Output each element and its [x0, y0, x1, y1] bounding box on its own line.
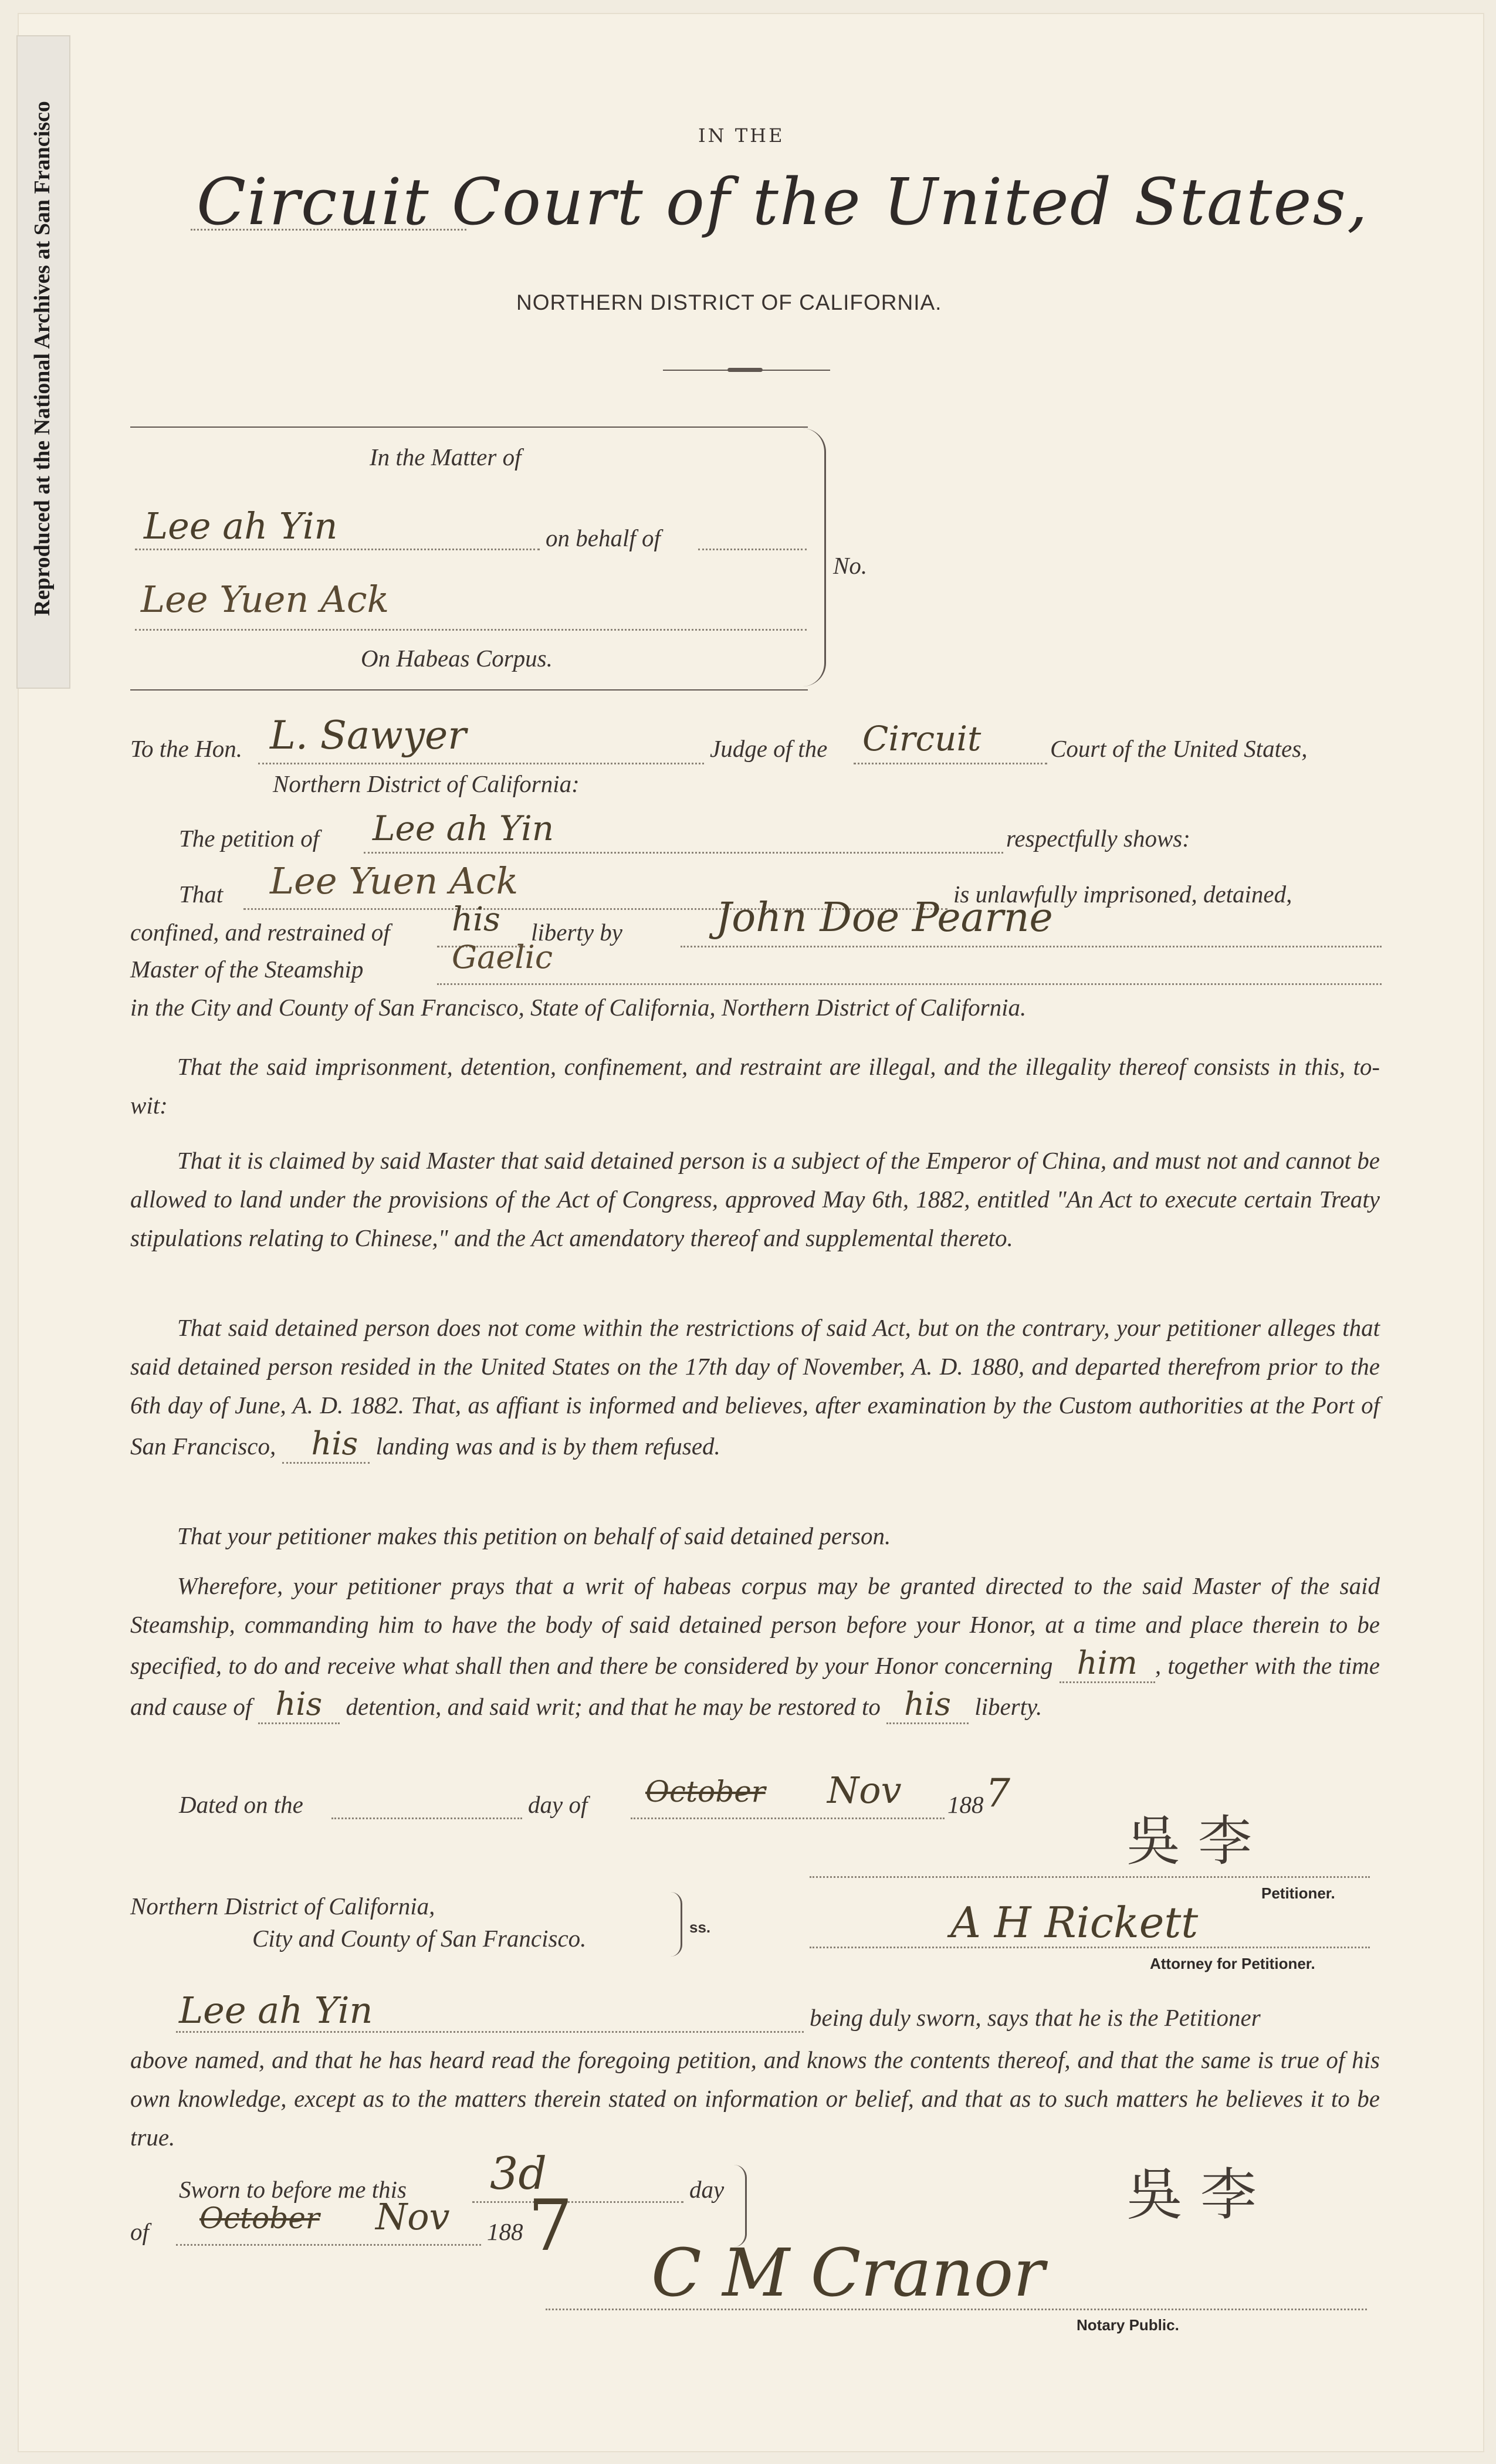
header-in-the: IN THE [698, 124, 785, 147]
sworn-brace [733, 2165, 747, 2247]
his-restraint: his [452, 901, 500, 939]
petition-petitioner-line [364, 852, 1003, 854]
court-title-line [191, 229, 466, 231]
attorney-sign-line [810, 1947, 1370, 1948]
verification-city-county: City and County of San Francisco. [252, 1925, 587, 1952]
court-title: Circuit Court of the United States, [197, 164, 1369, 239]
dated-month-line [631, 1817, 945, 1819]
header-ornament-center [727, 368, 763, 372]
to-the-hon: To the Hon. [130, 735, 242, 762]
court-rest: Court of the United States, [1050, 735, 1308, 762]
sworn-day-line [472, 2201, 683, 2203]
para-restrictions-a: That said detained person does not come within the restrictions of said Act, but on the contrary, your petitioner alleges that said detained person resided in the United States on the 17th day of November, A. D. 1880, and departed therefrom prior to the 6th day of June, A. D. 1882. That, as affiant is informed and believes, after examination by the Custom authorities at the Port of San Francisco, [130, 1314, 1380, 1460]
dated-month: Nov [827, 1769, 902, 1812]
dated-day-line [331, 1817, 522, 1819]
para-restrictions [130, 1308, 1380, 1465]
dated-year-digit: 7 [986, 1771, 1010, 1816]
his-liberty: his [886, 1685, 969, 1724]
master-name: John Doe Pearne [716, 895, 1053, 941]
sworn-month: Nov [375, 2195, 450, 2238]
verification-brace [669, 1892, 682, 1957]
ss-label: ss. [689, 1918, 711, 1936]
on-habeas-corpus: On Habeas Corpus. [361, 645, 553, 672]
the-petition-of: The petition of [179, 825, 320, 852]
liberty-end: liberty. [974, 1693, 1043, 1720]
petitioner-sign-line [810, 1876, 1370, 1878]
master-name-line [681, 946, 1382, 947]
his-detention: his [258, 1685, 340, 1724]
city-county-line: in the City and County of San Francisco, State of California, Northern District of California. [130, 994, 1027, 1021]
archive-stamp-text: Reproduced at the National Archives at San Francisco [30, 101, 55, 616]
judge-name-line [258, 763, 704, 764]
sworn-to: Sworn to before me this [179, 2176, 407, 2203]
master-of-steamship: Master of the Steamship [130, 956, 364, 983]
petition-detainee: Lee Yuen Ack [270, 859, 519, 902]
matter-box-top [130, 427, 808, 428]
judge-name: L. Sawyer [270, 713, 466, 758]
day-label: day [689, 2176, 725, 2203]
of-label: of [130, 2218, 149, 2245]
affiant-line [176, 2031, 804, 2033]
judge-of-the: Judge of the [710, 735, 828, 762]
district-title: NORTHERN DISTRICT OF CALIFORNIA. [516, 290, 942, 314]
para-wherefore [130, 1566, 1380, 1726]
notary-signature: C M Cranor [651, 2235, 1045, 2311]
dated-year-prefix: 188 [947, 1791, 984, 1818]
para-claimed: That it is claimed by said Master that said detained person is a subject of the Emperor of China, and must not and cannot be allowed to land under the provisions of the Act of Congress, approved May 6th, 1882, entitled "An Act to execute certain Treaty stipulations relating to Chinese," and the Act amendatory thereof and supplemental thereto. [130, 1147, 1380, 1251]
matter-detainee-line [135, 629, 807, 631]
verification-district: Northern District of California, [130, 1893, 435, 1920]
matter-detainee-name: Lee Yuen Ack [141, 578, 390, 621]
matter-petitioner-name: Lee ah Yin [144, 505, 338, 547]
liberty-by: liberty by [531, 919, 622, 946]
matter-behalf-line [698, 549, 807, 550]
day-of: day of [528, 1791, 588, 1818]
petition-petitioner: Lee ah Yin [373, 808, 554, 848]
northern-district-address: Northern District of California: [273, 770, 580, 797]
para-behalf: That your petitioner makes this petition on behalf of said detained person. [177, 1522, 891, 1549]
attorney-label: Attorney for Petitioner. [1150, 1955, 1315, 1972]
petitioner-label: Petitioner. [1261, 1884, 1335, 1902]
respectfully-shows: respectfully shows: [1006, 825, 1190, 852]
sworn-month-struck: October [199, 2201, 320, 2235]
para-illegal: That the said imprisonment, detention, confinement, and restraint are illegal, and the illegality thereof consists in this, to-wit: [130, 1053, 1380, 1119]
no-label: No. [833, 552, 868, 579]
dated-on-the: Dated on the [179, 1791, 303, 1818]
matter-box-bottom [130, 689, 808, 691]
in-the-matter-of: In the Matter of [370, 444, 522, 471]
steamship-name: Gaelic [452, 939, 553, 976]
said-writ: said writ; and that he may be restored to [489, 1693, 881, 1720]
confined-label: confined, and restrained of [130, 919, 390, 946]
para-wherefore-text: Wherefore, your petitioner prays that a writ of habeas corpus may be granted directed to the said Master of the said Steamship, commanding him to have the body of said detained person before your Honor, at a time and place therein to be specified, to do and receive what shall then and there be considered by your Honor concerning [130, 1572, 1380, 1679]
steamship-line [437, 983, 1382, 985]
para-restrictions-b: landing was and is by them refused. [375, 1433, 720, 1460]
on-behalf-of: on behalf of [546, 524, 661, 551]
matter-brace [795, 428, 826, 686]
detention-and: detention, and [346, 1693, 484, 1720]
court-type-line [854, 763, 1047, 764]
is-unlawfully: is unlawfully imprisoned, detained, [953, 881, 1292, 908]
sworn-year-digit: 7 [528, 2185, 573, 2267]
sworn-year-prefix: 188 [487, 2218, 523, 2245]
being-duly-sworn: being duly sworn, says that he is the Petitioner [810, 2004, 1261, 2031]
together-with: , together with the time and cause of [130, 1652, 1380, 1720]
court-type: Circuit [862, 719, 981, 759]
verification-body: above named, and that he has heard read the foregoing petition, and knows the contents thereof, and that the same is true of his own knowledge, except as to the matters therein stated on information or belief, and that as to such matters he believes it to be true. [130, 2046, 1380, 2151]
affiant-name: Lee ah Yin [179, 1989, 373, 2032]
dated-month-struck: October [645, 1775, 766, 1809]
attorney-signature: A H Rickett [950, 1898, 1199, 1947]
his-landing: his [282, 1425, 370, 1464]
sworn-day: 3d [490, 2147, 547, 2199]
notary-sign-line [546, 2309, 1367, 2310]
chinese-signature: 吳李 [1126, 1810, 1270, 1873]
chinese-signature-2: 吳李 [1126, 2162, 1274, 2228]
notary-label: Notary Public. [1077, 2316, 1179, 2334]
him-concerning: him [1060, 1644, 1155, 1683]
that-label: That [179, 881, 224, 908]
sworn-month-line [176, 2244, 481, 2246]
matter-petitioner-line [135, 549, 540, 550]
